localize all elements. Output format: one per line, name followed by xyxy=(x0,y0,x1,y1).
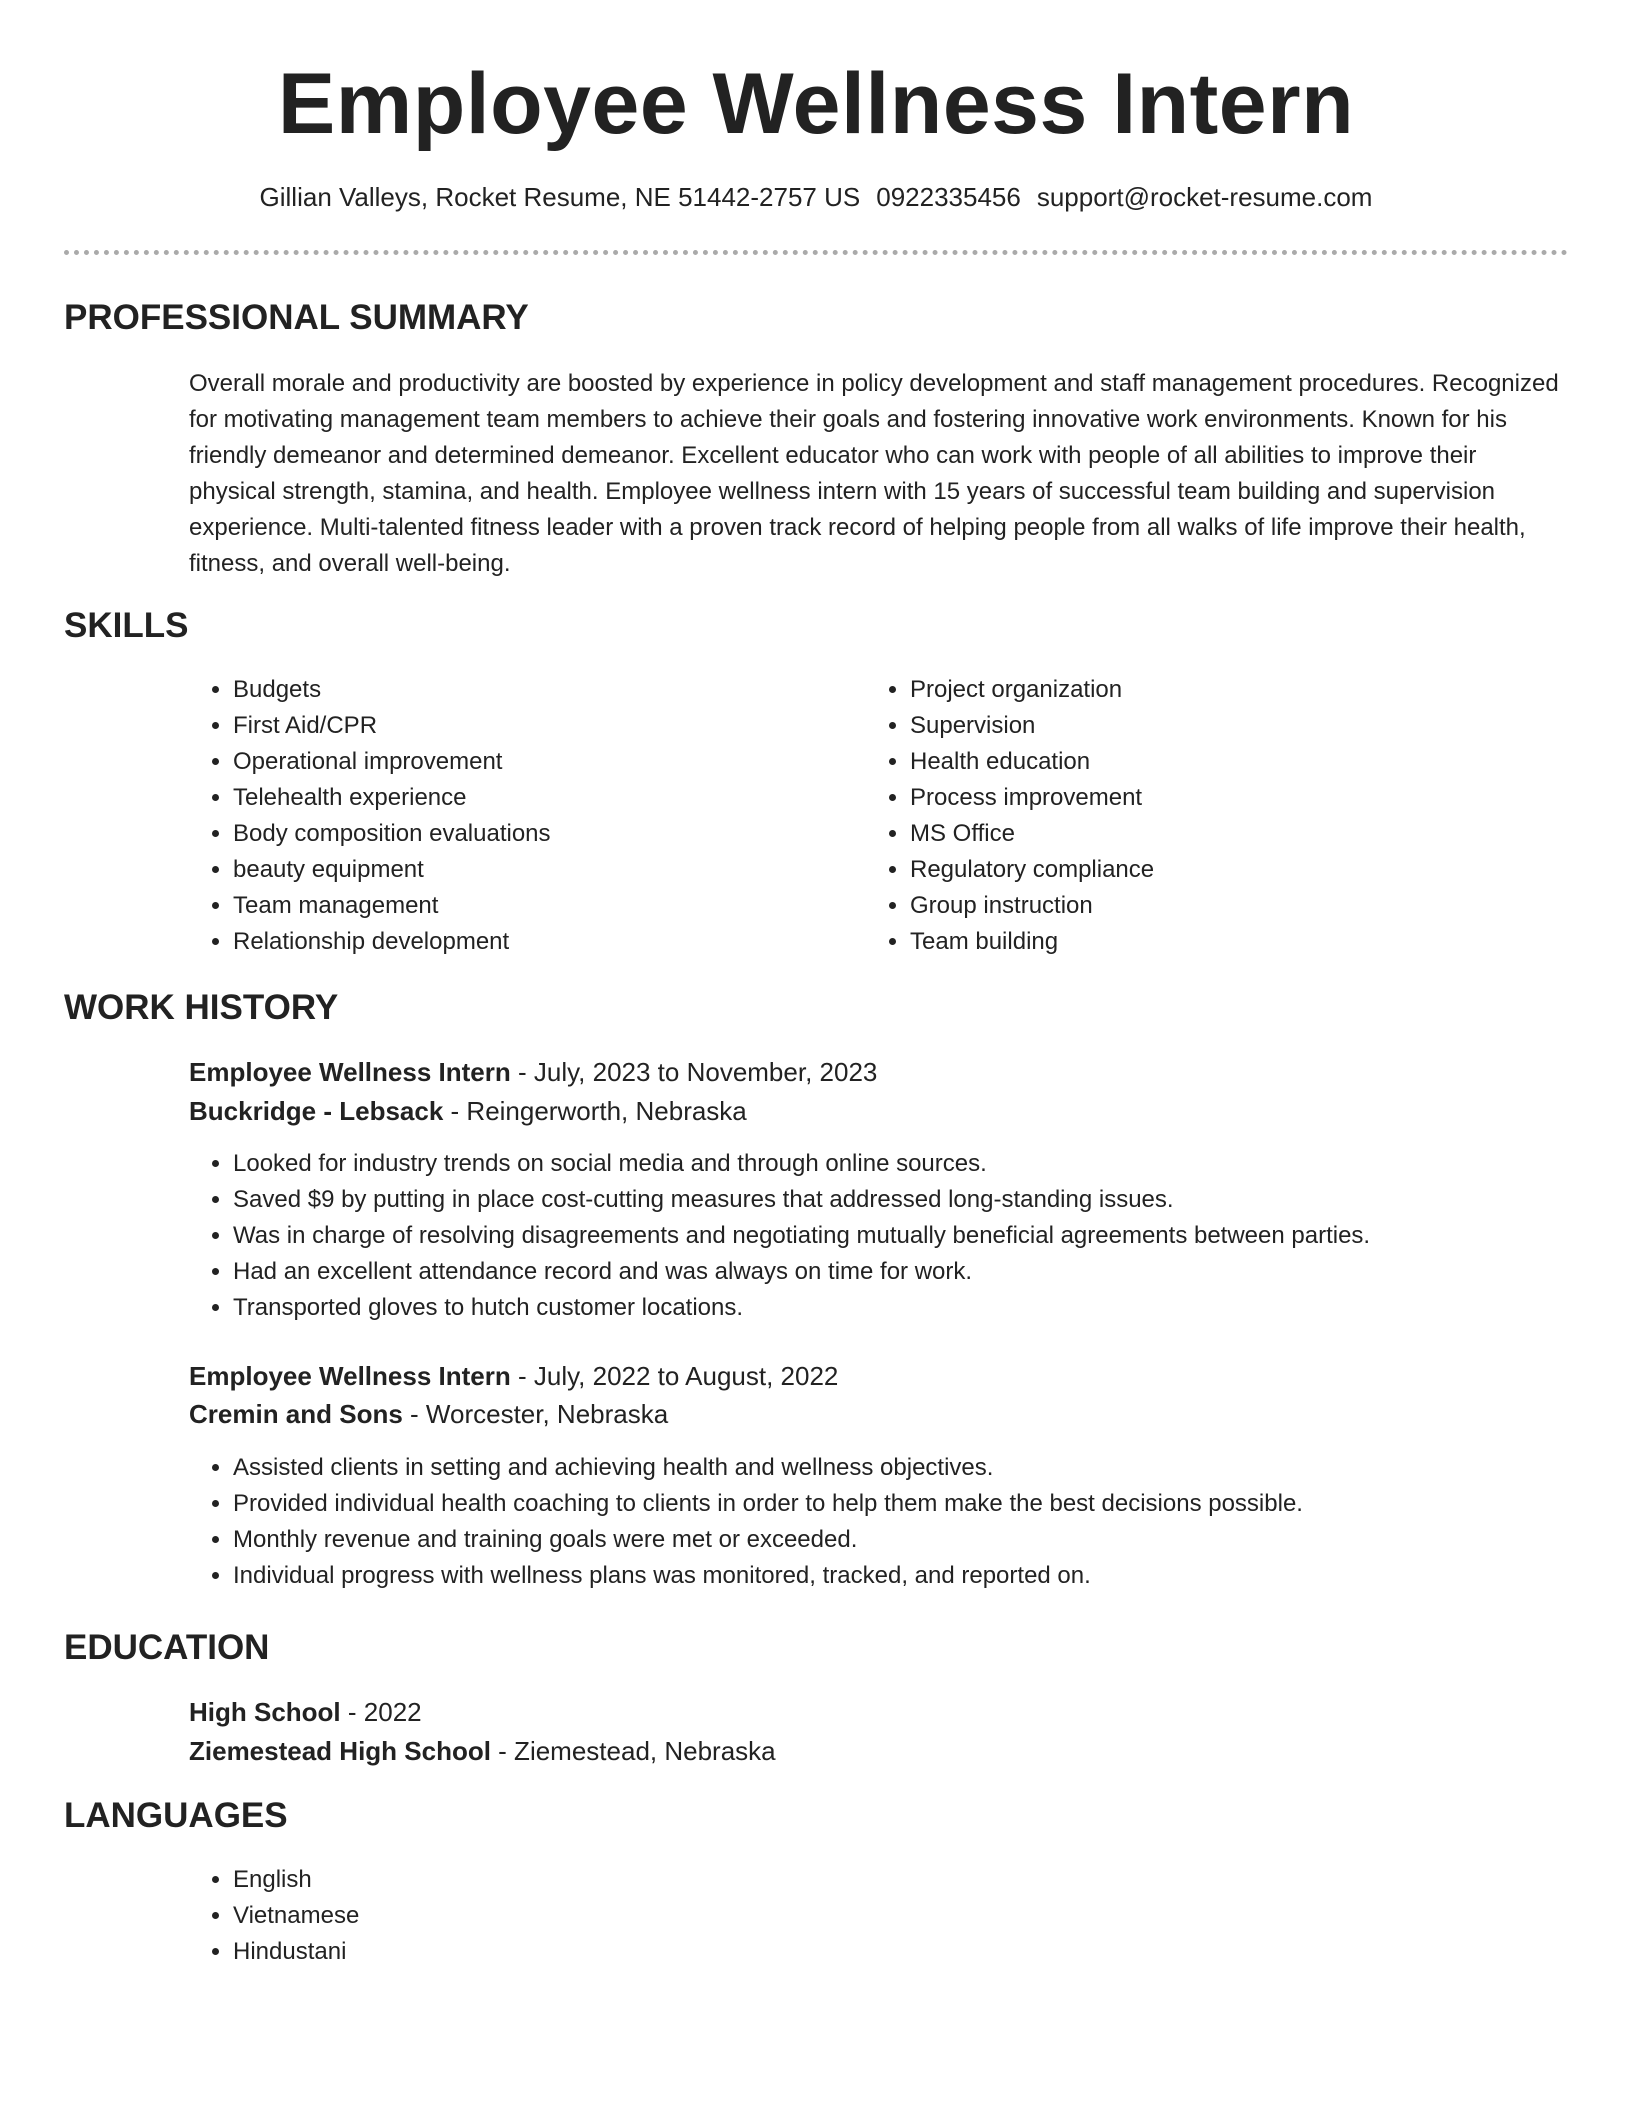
summary-text: Overall morale and productivity are boosted by experience in policy development and staff management procedures. Recognized for motivating management team members to achieve their goals and fostering innovative work environments. Known for his friendly demeanor and determined demeanor. Excellent educator who can work with people of all abilities to improve their physical strength, stamina, and health. Employee wellness intern with 15 years of successful team building and supervision experience. Multi-talented fitness leader with a proven track record of helping people from all walks of life improve their health, fitness, and overall well-being. xyxy=(189,370,1559,577)
job-2-company: Cremin and Sons xyxy=(189,1399,403,1429)
job-2-dates: - July, 2022 to August, 2022 xyxy=(510,1361,839,1391)
education-school-line xyxy=(189,1733,776,1769)
section-title-work-history: WORK HISTORY xyxy=(64,988,339,1027)
section-title-summary: PROFESSIONAL SUMMARY xyxy=(64,298,529,337)
job-1-dates: - July, 2023 to November, 2023 xyxy=(510,1057,878,1087)
skill-item: • Team management xyxy=(233,888,833,924)
job-2-role: Employee Wellness Intern xyxy=(189,1361,511,1391)
section-title-languages: LANGUAGES xyxy=(64,1796,288,1835)
skill-item: • Supervision xyxy=(910,708,1510,744)
job-duty-item: • Assisted clients in setting and achieving health and wellness objectives. xyxy=(233,1450,1613,1486)
job-1-company-line xyxy=(189,1093,747,1129)
job-duty-item: • Provided individual health coaching to clients in order to help them make the best decisions possible. xyxy=(233,1486,1613,1522)
languages-list xyxy=(189,1862,833,1970)
section-title-skills: SKILLS xyxy=(64,606,189,645)
job-2-duties xyxy=(189,1450,1613,1594)
skill-item: • beauty equipment xyxy=(233,852,833,888)
job-duty-item: • Transported gloves to hutch customer locations. xyxy=(233,1290,1613,1326)
skill-item: • Health education xyxy=(910,744,1510,780)
skill-item: • Telehealth experience xyxy=(233,780,833,816)
section-title-education: EDUCATION xyxy=(64,1628,270,1667)
job-duty-item: • Had an excellent attendance record and was always on time for work. xyxy=(233,1254,1613,1290)
job-duty-item: • Saved $9 by putting in place cost-cutting measures that addressed long-standing issues. xyxy=(233,1182,1613,1218)
job-duty-item: • Was in charge of resolving disagreements and negotiating mutually beneficial agreements between parties. xyxy=(233,1218,1613,1254)
skill-item: • Relationship development xyxy=(233,924,833,960)
job-1-duties xyxy=(189,1146,1613,1326)
education-year: - 2022 xyxy=(340,1697,422,1727)
language-item: • Hindustani xyxy=(233,1934,833,1970)
skill-item: • Operational improvement xyxy=(233,744,833,780)
job-1-company: Buckridge - Lebsack xyxy=(189,1096,444,1126)
job-duty-item: • Looked for industry trends on social media and through online sources. xyxy=(233,1146,1613,1182)
job-2-location: - Worcester, Nebraska xyxy=(402,1399,669,1429)
job-2-title-line xyxy=(189,1358,838,1394)
skill-item: • Team building xyxy=(910,924,1510,960)
job-1-role: Employee Wellness Intern xyxy=(189,1057,511,1087)
skill-item: • MS Office xyxy=(910,816,1510,852)
job-1-title-line xyxy=(189,1054,877,1090)
contact-line xyxy=(0,180,1632,214)
header-divider xyxy=(64,250,1568,255)
skill-item: • Project organization xyxy=(910,672,1510,708)
education-degree-line xyxy=(189,1694,422,1730)
education-degree: High School xyxy=(189,1697,341,1727)
education-school: Ziemestead High School xyxy=(189,1736,491,1766)
job-duty-item: • Individual progress with wellness plans was monitored, tracked, and reported on. xyxy=(233,1558,1613,1594)
contact-phone: 0922335456 xyxy=(876,182,1021,212)
skills-list-right xyxy=(866,672,1510,960)
education-location: - Ziemestead, Nebraska xyxy=(490,1736,776,1766)
skill-item: • Budgets xyxy=(233,672,833,708)
skills-list-left xyxy=(189,672,833,960)
skill-item: • Process improvement xyxy=(910,780,1510,816)
job-1-location: - Reingerworth, Nebraska xyxy=(443,1096,747,1126)
contact-address: Gillian Valleys, Rocket Resume, NE 51442-2757 US xyxy=(259,182,861,212)
skill-item: • Regulatory compliance xyxy=(910,852,1510,888)
job-duty-item: • Monthly revenue and training goals were met or exceeded. xyxy=(233,1522,1613,1558)
language-item: • Vietnamese xyxy=(233,1898,833,1934)
job-2-company-line xyxy=(189,1396,668,1432)
contact-email[interactable]: support@rocket-resume.com xyxy=(1036,182,1373,212)
skill-item: • First Aid/CPR xyxy=(233,708,833,744)
skill-item: • Group instruction xyxy=(910,888,1510,924)
candidate-name: Employee Wellness Intern xyxy=(277,56,1355,152)
language-item: • English xyxy=(233,1862,833,1898)
skill-item: • Body composition evaluations xyxy=(233,816,833,852)
